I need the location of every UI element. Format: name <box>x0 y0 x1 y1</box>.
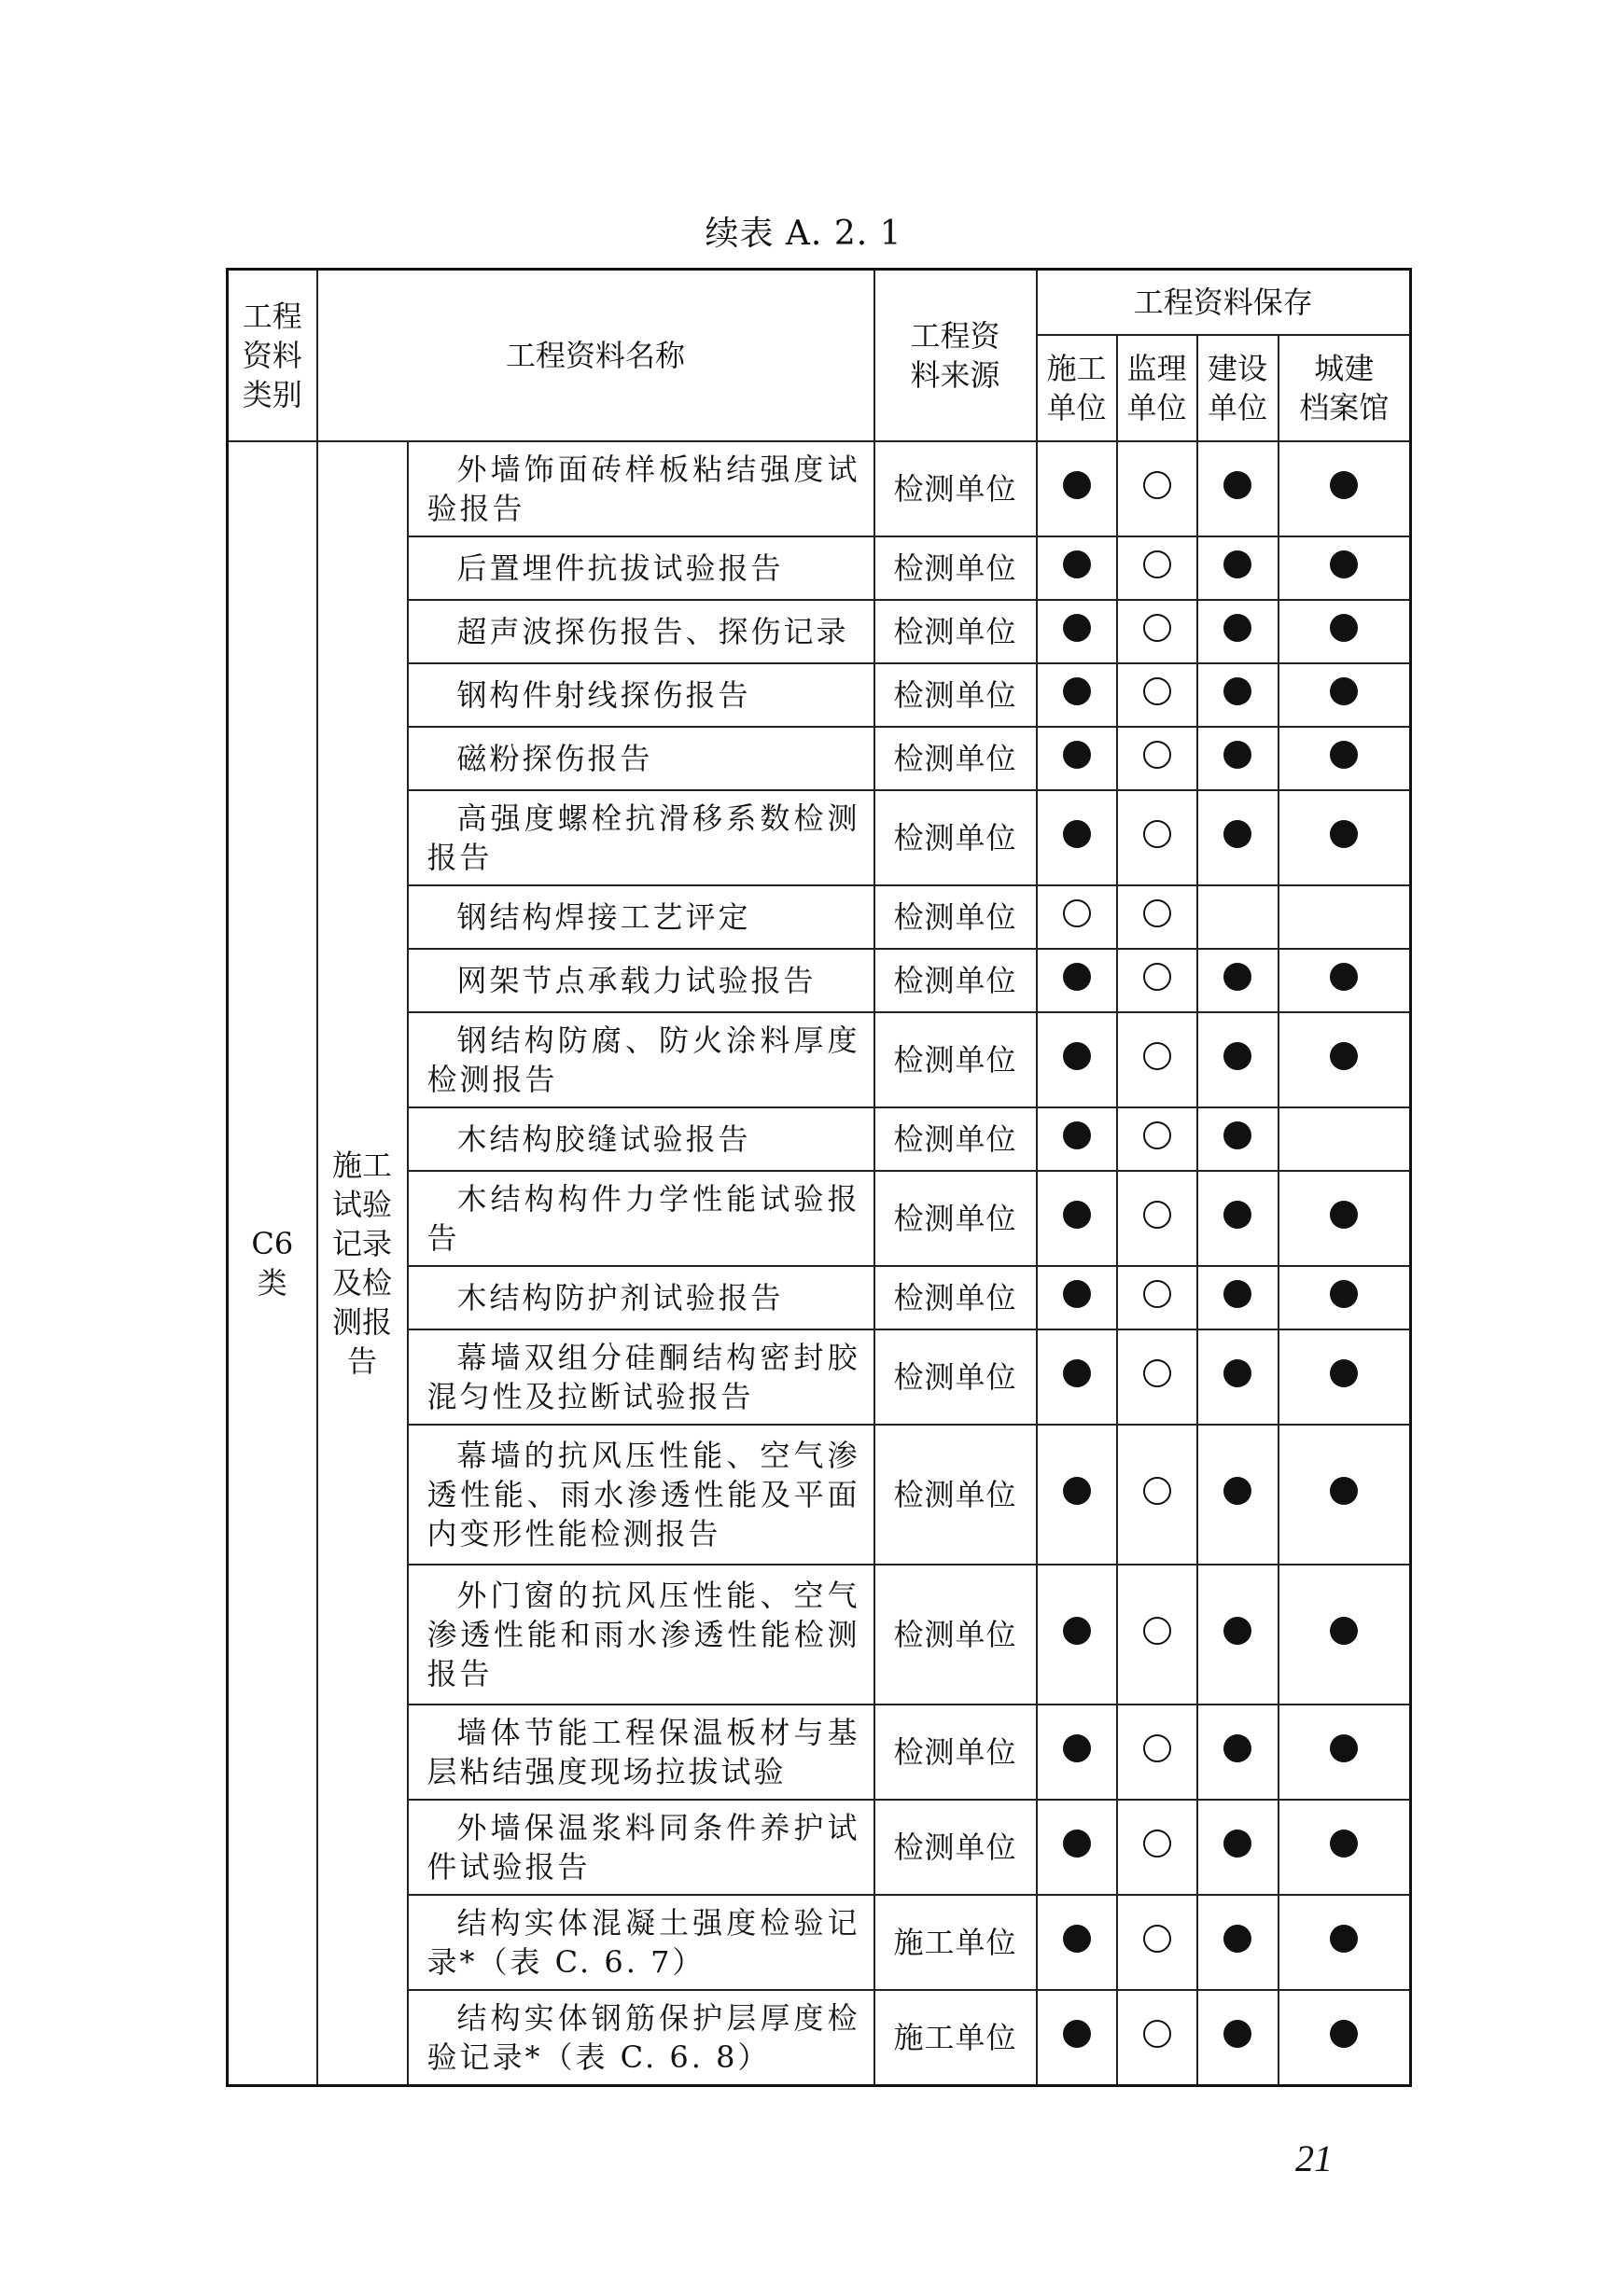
filled-circle-icon <box>1223 2020 1251 2048</box>
keep-mark-cell <box>1279 790 1411 885</box>
keep-mark-cell <box>1117 600 1197 663</box>
open-circle-icon <box>1143 1201 1171 1229</box>
record-name-cell <box>408 663 874 727</box>
keep-mark-cell <box>1037 949 1117 1012</box>
category-cell <box>228 441 317 2085</box>
header-category-line: 资料 <box>242 338 302 373</box>
filled-circle-icon <box>1223 1042 1251 1070</box>
filled-circle-icon <box>1330 1042 1358 1070</box>
group-cell <box>317 441 408 2085</box>
record-name-cell <box>408 1107 874 1171</box>
keep-mark-cell <box>1117 663 1197 727</box>
record-source: 检测单位 <box>874 1329 1037 1425</box>
unit-line: 单位 <box>1046 390 1107 425</box>
keep-mark-cell <box>1279 1107 1411 1171</box>
filled-circle-icon <box>1063 1830 1091 1858</box>
header-name: 工程资料名称 <box>317 270 874 442</box>
keep-mark-cell <box>1279 1800 1411 1895</box>
keep-mark-cell <box>1037 1565 1117 1705</box>
keep-mark-cell <box>1117 1012 1197 1107</box>
header-source <box>874 270 1037 442</box>
keep-mark-cell <box>1197 663 1279 727</box>
record-source: 检测单位 <box>874 949 1037 1012</box>
header-unit-supervision <box>1117 335 1197 441</box>
keep-mark-cell <box>1037 885 1117 949</box>
keep-mark-cell <box>1197 1171 1279 1266</box>
keep-mark-cell <box>1117 1329 1197 1425</box>
header-source-line: 工程资 <box>910 318 1000 354</box>
keep-mark-cell <box>1197 949 1279 1012</box>
unit-line: 监理 <box>1126 351 1187 386</box>
keep-mark-cell <box>1279 1329 1411 1425</box>
open-circle-icon <box>1143 677 1171 705</box>
filled-circle-icon <box>1223 614 1251 642</box>
keep-mark-cell <box>1037 790 1117 885</box>
record-source: 检测单位 <box>874 441 1037 536</box>
record-name-cell <box>408 1012 874 1107</box>
header-row-1 <box>228 270 1411 336</box>
record-name-cell <box>408 1990 874 2085</box>
filled-circle-icon <box>1330 1280 1358 1308</box>
header-unit-archive <box>1279 335 1411 441</box>
group-line: 记录 <box>331 1225 392 1261</box>
record-source: 检测单位 <box>874 536 1037 600</box>
open-circle-icon <box>1143 1617 1171 1645</box>
filled-circle-icon <box>1063 471 1091 499</box>
record-name: 幕墙双组分硅酮结构密封胶混匀性及拉断试验报告 <box>426 1340 860 1414</box>
filled-circle-icon <box>1330 963 1358 991</box>
unit-line: 城建 <box>1314 351 1375 386</box>
record-source: 检测单位 <box>874 1171 1037 1266</box>
filled-circle-icon <box>1330 1830 1358 1858</box>
keep-mark-cell <box>1117 1565 1197 1705</box>
filled-circle-icon <box>1223 1617 1251 1645</box>
filled-circle-icon <box>1063 1477 1091 1505</box>
filled-circle-icon <box>1330 741 1358 769</box>
open-circle-icon <box>1143 1042 1171 1070</box>
record-name: 木结构构件力学性能试验报告 <box>426 1181 860 1256</box>
record-source: 检测单位 <box>874 600 1037 663</box>
header-unit-owner <box>1197 335 1279 441</box>
filled-circle-icon <box>1063 1734 1091 1762</box>
filled-circle-icon <box>1063 550 1091 578</box>
page-number: 21 <box>1295 2137 1333 2179</box>
record-name-cell <box>408 1171 874 1266</box>
open-circle-icon <box>1143 471 1171 499</box>
record-name: 磁粉探伤报告 <box>456 741 653 776</box>
record-name-cell <box>408 790 874 885</box>
record-source: 检测单位 <box>874 1565 1037 1705</box>
record-name: 钢结构焊接工艺评定 <box>456 899 751 935</box>
record-source: 施工单位 <box>874 1990 1037 2085</box>
keep-mark-cell <box>1197 1107 1279 1171</box>
filled-circle-icon <box>1330 1617 1358 1645</box>
keep-mark-cell <box>1037 1990 1117 2085</box>
keep-mark-cell <box>1117 1705 1197 1800</box>
record-name: 高强度螺栓抗滑移系数检测报告 <box>426 800 860 875</box>
filled-circle-icon <box>1223 1201 1251 1229</box>
keep-mark-cell <box>1279 1425 1411 1565</box>
record-source: 检测单位 <box>874 663 1037 727</box>
keep-mark-cell <box>1197 1895 1279 1990</box>
keep-mark-cell <box>1037 1800 1117 1895</box>
open-circle-icon <box>1143 1477 1171 1505</box>
keep-mark-cell <box>1037 1171 1117 1266</box>
keep-mark-cell <box>1117 536 1197 600</box>
record-name-cell <box>408 1266 874 1329</box>
record-name: 超声波探伤报告、探伤记录 <box>456 614 849 649</box>
filled-circle-icon <box>1063 1121 1091 1149</box>
open-circle-icon <box>1143 1280 1171 1308</box>
keep-mark-cell <box>1197 885 1279 949</box>
record-name-cell <box>408 536 874 600</box>
keep-mark-cell <box>1117 790 1197 885</box>
keep-mark-cell <box>1197 441 1279 536</box>
header-source-line: 料来源 <box>910 357 1000 393</box>
record-name: 后置埋件抗拔试验报告 <box>456 550 784 586</box>
filled-circle-icon <box>1330 1201 1358 1229</box>
keep-mark-cell <box>1037 1107 1117 1171</box>
record-name: 外墙饰面砖样板粘结强度试验报告 <box>426 452 860 526</box>
record-source: 检测单位 <box>874 1107 1037 1171</box>
keep-mark-cell <box>1279 663 1411 727</box>
filled-circle-icon <box>1063 677 1091 705</box>
filled-circle-icon <box>1330 2020 1358 2048</box>
keep-mark-cell <box>1197 1266 1279 1329</box>
keep-mark-cell <box>1279 1895 1411 1990</box>
keep-mark-cell <box>1037 1329 1117 1425</box>
keep-mark-cell <box>1279 1990 1411 2085</box>
record-source: 检测单位 <box>874 727 1037 790</box>
record-name-cell <box>408 949 874 1012</box>
filled-circle-icon <box>1330 614 1358 642</box>
keep-mark-cell <box>1117 441 1197 536</box>
open-circle-icon <box>1143 741 1171 769</box>
keep-mark-cell <box>1279 727 1411 790</box>
record-source: 检测单位 <box>874 1705 1037 1800</box>
keep-mark-cell <box>1117 1990 1197 2085</box>
filled-circle-icon <box>1223 1280 1251 1308</box>
filled-circle-icon <box>1223 1359 1251 1387</box>
filled-circle-icon <box>1330 677 1358 705</box>
record-name: 钢构件射线探伤报告 <box>456 677 751 713</box>
open-circle-icon <box>1063 899 1091 927</box>
group-line: 及检 <box>331 1264 392 1301</box>
keep-mark-cell <box>1279 1266 1411 1329</box>
open-circle-icon <box>1143 550 1171 578</box>
record-name: 幕墙的抗风压性能、空气渗透性能、雨水渗透性能及平面内变形性能检测报告 <box>426 1438 860 1552</box>
keep-mark-cell <box>1037 536 1117 600</box>
keep-mark-cell <box>1279 1012 1411 1107</box>
record-source: 检测单位 <box>874 1800 1037 1895</box>
keep-mark-cell <box>1117 1800 1197 1895</box>
filled-circle-icon <box>1223 1830 1251 1858</box>
record-name-cell <box>408 1565 874 1705</box>
filled-circle-icon <box>1330 1477 1358 1505</box>
keep-mark-cell <box>1279 536 1411 600</box>
keep-mark-cell <box>1197 536 1279 600</box>
record-name-cell <box>408 885 874 949</box>
record-name-cell <box>408 1895 874 1990</box>
filled-circle-icon <box>1223 1121 1251 1149</box>
filled-circle-icon <box>1063 1617 1091 1645</box>
filled-circle-icon <box>1223 1734 1251 1762</box>
category-line: 类 <box>257 1264 287 1301</box>
record-source: 检测单位 <box>874 790 1037 885</box>
keep-mark-cell <box>1037 663 1117 727</box>
keep-mark-cell <box>1197 600 1279 663</box>
filled-circle-icon <box>1063 1925 1091 1953</box>
keep-mark-cell <box>1037 1705 1117 1800</box>
keep-mark-cell <box>1279 1171 1411 1266</box>
keep-mark-cell <box>1279 1705 1411 1800</box>
open-circle-icon <box>1143 820 1171 848</box>
filled-circle-icon <box>1063 1359 1091 1387</box>
filled-circle-icon <box>1330 1925 1358 1953</box>
keep-mark-cell <box>1197 1800 1279 1895</box>
filled-circle-icon <box>1223 1925 1251 1953</box>
filled-circle-icon <box>1330 820 1358 848</box>
keep-mark-cell <box>1117 949 1197 1012</box>
record-source: 施工单位 <box>874 1895 1037 1990</box>
table-body <box>228 441 1411 2085</box>
keep-mark-cell <box>1037 600 1117 663</box>
header-keep: 工程资料保存 <box>1037 270 1411 336</box>
open-circle-icon <box>1143 963 1171 991</box>
keep-mark-cell <box>1037 1895 1117 1990</box>
keep-mark-cell <box>1117 727 1197 790</box>
keep-mark-cell <box>1037 1425 1117 1565</box>
record-name-cell <box>408 1329 874 1425</box>
filled-circle-icon <box>1223 1477 1251 1505</box>
header-unit-construction <box>1037 335 1117 441</box>
keep-mark-cell <box>1117 1895 1197 1990</box>
keep-mark-cell <box>1197 790 1279 885</box>
keep-mark-cell <box>1279 600 1411 663</box>
header-category-line: 工程 <box>242 299 302 334</box>
keep-mark-cell <box>1279 885 1411 949</box>
table-row <box>228 441 1411 536</box>
filled-circle-icon <box>1330 550 1358 578</box>
record-name: 木结构胶缝试验报告 <box>456 1121 751 1157</box>
record-name: 墙体节能工程保温板材与基层粘结强度现场拉拔试验 <box>426 1715 860 1789</box>
keep-mark-cell <box>1197 1565 1279 1705</box>
filled-circle-icon <box>1063 963 1091 991</box>
filled-circle-icon <box>1223 820 1251 848</box>
open-circle-icon <box>1143 614 1171 642</box>
filled-circle-icon <box>1063 2020 1091 2048</box>
header-category-line: 类别 <box>242 377 302 412</box>
open-circle-icon <box>1143 1359 1171 1387</box>
record-name-cell <box>408 441 874 536</box>
keep-mark-cell <box>1197 727 1279 790</box>
filled-circle-icon <box>1330 1734 1358 1762</box>
keep-mark-cell <box>1117 1266 1197 1329</box>
keep-mark-cell <box>1117 1425 1197 1565</box>
keep-mark-cell <box>1037 1266 1117 1329</box>
keep-mark-cell <box>1197 1705 1279 1800</box>
record-name-cell <box>408 1800 874 1895</box>
filled-circle-icon <box>1223 677 1251 705</box>
filled-circle-icon <box>1063 614 1091 642</box>
record-name: 网架节点承载力试验报告 <box>456 963 817 998</box>
record-name: 木结构防护剂试验报告 <box>456 1280 784 1315</box>
keep-mark-cell <box>1117 1171 1197 1266</box>
unit-line: 档案馆 <box>1299 390 1390 425</box>
keep-mark-cell <box>1037 1012 1117 1107</box>
record-name-cell <box>408 727 874 790</box>
unit-line: 建设 <box>1208 351 1268 386</box>
unit-line: 单位 <box>1126 390 1187 425</box>
record-name: 结构实体混凝土强度检验记录*（表 C. 6. 7） <box>426 1905 860 1980</box>
filled-circle-icon <box>1223 963 1251 991</box>
group-line: 试验 <box>331 1186 392 1222</box>
category-line: C6 <box>251 1225 294 1261</box>
filled-circle-icon <box>1063 820 1091 848</box>
unit-line: 施工 <box>1046 351 1107 386</box>
filled-circle-icon <box>1063 1280 1091 1308</box>
record-name-cell <box>408 1705 874 1800</box>
open-circle-icon <box>1143 1830 1171 1858</box>
record-name: 结构实体钢筋保护层厚度检验记录*（表 C. 6. 8） <box>426 1999 860 2075</box>
filled-circle-icon <box>1330 471 1358 499</box>
record-name: 钢结构防腐、防火涂料厚度检测报告 <box>426 1023 860 1097</box>
open-circle-icon <box>1143 1925 1171 1953</box>
filled-circle-icon <box>1223 741 1251 769</box>
keep-mark-cell <box>1197 1425 1279 1565</box>
keep-mark-cell <box>1037 441 1117 536</box>
keep-mark-cell <box>1279 441 1411 536</box>
keep-mark-cell <box>1279 949 1411 1012</box>
keep-mark-cell <box>1197 1990 1279 2085</box>
record-source: 检测单位 <box>874 1012 1037 1107</box>
filled-circle-icon <box>1223 471 1251 499</box>
archive-table <box>226 268 1412 2087</box>
group-line: 告 <box>346 1343 377 1379</box>
filled-circle-icon <box>1063 741 1091 769</box>
filled-circle-icon <box>1223 550 1251 578</box>
keep-mark-cell <box>1197 1012 1279 1107</box>
record-source: 检测单位 <box>874 1425 1037 1565</box>
keep-mark-cell <box>1037 727 1117 790</box>
filled-circle-icon <box>1063 1201 1091 1229</box>
table-caption: 续表 A. 2. 1 <box>705 215 902 253</box>
keep-mark-cell <box>1279 1565 1411 1705</box>
record-name: 外门窗的抗风压性能、空气渗透性能和雨水渗透性能检测报告 <box>426 1578 860 1691</box>
unit-line: 单位 <box>1208 390 1268 425</box>
group-line: 施工 <box>331 1147 392 1183</box>
keep-mark-cell <box>1117 1107 1197 1171</box>
filled-circle-icon <box>1330 1359 1358 1387</box>
record-source: 检测单位 <box>874 885 1037 949</box>
record-name-cell <box>408 1425 874 1565</box>
record-name-cell <box>408 600 874 663</box>
keep-mark-cell <box>1117 885 1197 949</box>
open-circle-icon <box>1143 1121 1171 1149</box>
filled-circle-icon <box>1063 1042 1091 1070</box>
open-circle-icon <box>1143 899 1171 927</box>
open-circle-icon <box>1143 1734 1171 1762</box>
open-circle-icon <box>1143 2020 1171 2048</box>
keep-mark-cell <box>1197 1329 1279 1425</box>
group-line: 测报 <box>331 1303 392 1340</box>
record-source: 检测单位 <box>874 1266 1037 1329</box>
header-category <box>228 270 317 442</box>
record-name: 外墙保温浆料同条件养护试件试验报告 <box>426 1810 860 1885</box>
